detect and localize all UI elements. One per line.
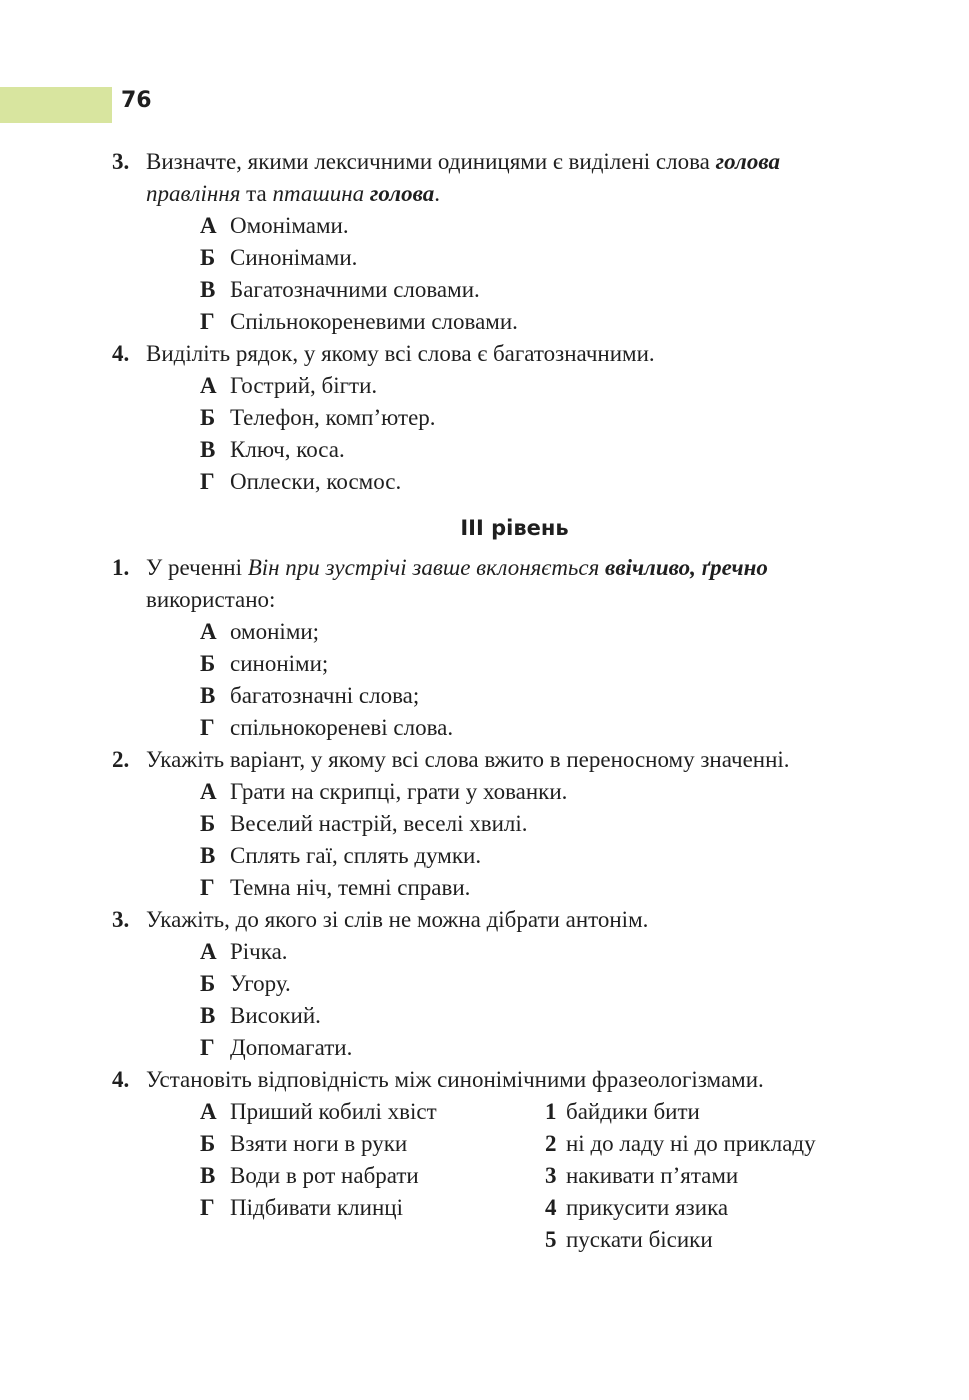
answer-option[interactable]: [0, 808, 969, 840]
option-text: Високий.: [230, 1003, 321, 1028]
option-text: Синонімами.: [230, 245, 358, 270]
option-text: Темна ніч, темні справи.: [230, 875, 471, 900]
option-text: Ключ, коса.: [230, 437, 345, 462]
matching-row: [0, 1096, 969, 1128]
question-text: [146, 552, 768, 584]
option-letter: В: [200, 1163, 216, 1188]
option-letter: Г: [200, 469, 215, 494]
option-letter: Г: [200, 875, 215, 900]
question-text: Укажіть варіант, у якому всі слова вжито в переносному значенні.: [146, 747, 790, 772]
question-text: Виділіть рядок, у якому всі слова є багатозначними.: [146, 341, 655, 366]
option-text: Гострий, бігти.: [230, 373, 378, 398]
option-letter: В: [200, 437, 216, 462]
option-letter: Г: [200, 715, 215, 740]
matching-left-item[interactable]: Підбивати клинці: [230, 1195, 403, 1220]
answer-option[interactable]: [0, 648, 969, 680]
option-text: Веселий настрій, веселі хвилі.: [230, 811, 528, 836]
question-number: 4.: [112, 341, 130, 366]
answer-option[interactable]: [0, 1032, 969, 1064]
option-letter: Б: [200, 811, 216, 836]
question-line: [0, 178, 969, 210]
question-number: 3.: [112, 149, 130, 174]
option-text: Оплески, космос.: [230, 469, 402, 494]
answer-option[interactable]: [0, 776, 969, 808]
question-text-part: Визначте, якими лексичними одиницями є виділені слова: [146, 149, 716, 174]
option-letter: Б: [200, 971, 216, 996]
option-letter: Б: [200, 651, 216, 676]
option-text: Угору.: [230, 971, 291, 996]
question-line: [0, 552, 969, 584]
question-line: [0, 1064, 969, 1096]
option-text: Сплять гаї, сплять думки.: [230, 843, 482, 868]
answer-option[interactable]: [0, 402, 969, 434]
answer-option[interactable]: [0, 936, 969, 968]
option-text: Грати на скрипці, грати у хованки.: [230, 779, 568, 804]
option-letter: А: [200, 939, 217, 964]
matching-row: [0, 1224, 969, 1256]
option-letter: Б: [200, 405, 216, 430]
section-title: ІІІ рівень: [460, 516, 569, 540]
matching-right-item[interactable]: байдики бити: [566, 1099, 700, 1124]
option-letter: В: [200, 1003, 216, 1028]
option-letter: В: [200, 683, 216, 708]
matching-left-item[interactable]: Води в рот набрати: [230, 1163, 419, 1188]
question-text-italic: Він при зустрічі завше вклоняється: [247, 555, 606, 580]
matching-row: [0, 1128, 969, 1160]
matching-right-item[interactable]: ні до ладу ні до прикладу: [566, 1131, 816, 1156]
matching-row: [0, 1160, 969, 1192]
answer-option[interactable]: [0, 616, 969, 648]
matching-left-item[interactable]: Взяти ноги в руки: [230, 1131, 408, 1156]
question-number: 2.: [112, 747, 130, 772]
option-letter: Г: [200, 1195, 215, 1220]
answer-option[interactable]: [0, 1000, 969, 1032]
answer-option[interactable]: [0, 242, 969, 274]
page-content: [0, 146, 969, 1256]
answer-option[interactable]: [0, 370, 969, 402]
matching-number: 1: [545, 1099, 557, 1124]
question-number: 3.: [112, 907, 130, 932]
highlighted-word: голова: [715, 149, 780, 174]
option-text: Спільнокореневими словами.: [230, 309, 518, 334]
matching-number: 5: [545, 1227, 557, 1252]
highlighted-word: ввічливо, ґречно: [605, 555, 768, 580]
question-text-italic: правління: [146, 181, 241, 206]
option-letter: Г: [200, 1035, 215, 1060]
option-letter: А: [200, 213, 217, 238]
page-number: 76: [121, 88, 152, 113]
question-line: [0, 146, 969, 178]
question-text: використано:: [146, 587, 276, 612]
matching-right-item[interactable]: накивати п’ятами: [566, 1163, 739, 1188]
question-number: 4.: [112, 1067, 130, 1092]
answer-option[interactable]: [0, 680, 969, 712]
answer-option[interactable]: [0, 840, 969, 872]
option-text: спільнокореневі слова.: [230, 715, 454, 740]
question-text: Установіть відповідність між синонімічними фразеологізмами.: [146, 1067, 764, 1092]
matching-right-item[interactable]: пускати бісики: [566, 1227, 713, 1252]
option-text: Омонімами.: [230, 213, 349, 238]
answer-option[interactable]: [0, 210, 969, 242]
matching-left-item[interactable]: Приший кобилі хвіст: [230, 1099, 437, 1124]
answer-option[interactable]: [0, 274, 969, 306]
question-line: [0, 904, 969, 936]
matching-number: 3: [545, 1163, 557, 1188]
option-text: Допомагати.: [230, 1035, 353, 1060]
question-text-part: У реченні: [146, 555, 248, 580]
answer-option[interactable]: [0, 306, 969, 338]
option-letter: А: [200, 373, 217, 398]
option-letter: А: [200, 619, 217, 644]
option-letter: Б: [200, 1131, 216, 1156]
option-text: синоніми;: [230, 651, 329, 676]
matching-row: [0, 1192, 969, 1224]
matching-right-item[interactable]: прикусити язика: [566, 1195, 729, 1220]
option-text: Річка.: [230, 939, 288, 964]
option-text: Телефон, комп’ютер.: [230, 405, 436, 430]
question-line: [0, 338, 969, 370]
option-letter: В: [200, 277, 216, 302]
option-letter: Г: [200, 309, 215, 334]
question-text-part: .: [434, 181, 440, 206]
question-text: [146, 146, 780, 178]
option-text: омоніми;: [230, 619, 320, 644]
answer-option[interactable]: [0, 434, 969, 466]
option-letter: А: [200, 1099, 217, 1124]
answer-option[interactable]: [0, 712, 969, 744]
option-letter: Б: [200, 245, 216, 270]
highlighted-word: голова: [369, 181, 435, 206]
question-line: [0, 744, 969, 776]
question-text-part: та: [240, 181, 273, 206]
page-number-band: [0, 87, 112, 123]
option-text: Багатозначними словами.: [230, 277, 480, 302]
matching-number: 2: [545, 1131, 557, 1156]
question-number: 1.: [112, 555, 130, 580]
answer-option[interactable]: [0, 968, 969, 1000]
answer-option[interactable]: [0, 872, 969, 904]
option-letter: В: [200, 843, 216, 868]
option-text: багатозначні слова;: [230, 683, 420, 708]
option-letter: А: [200, 779, 217, 804]
matching-number: 4: [545, 1195, 557, 1220]
question-line: [0, 584, 969, 616]
answer-option[interactable]: [0, 466, 969, 498]
question-text-italic: пташина: [272, 181, 370, 206]
question-text: Укажіть, до якого зі слів не можна дібрати антонім.: [146, 907, 649, 932]
question-text: [146, 178, 440, 210]
